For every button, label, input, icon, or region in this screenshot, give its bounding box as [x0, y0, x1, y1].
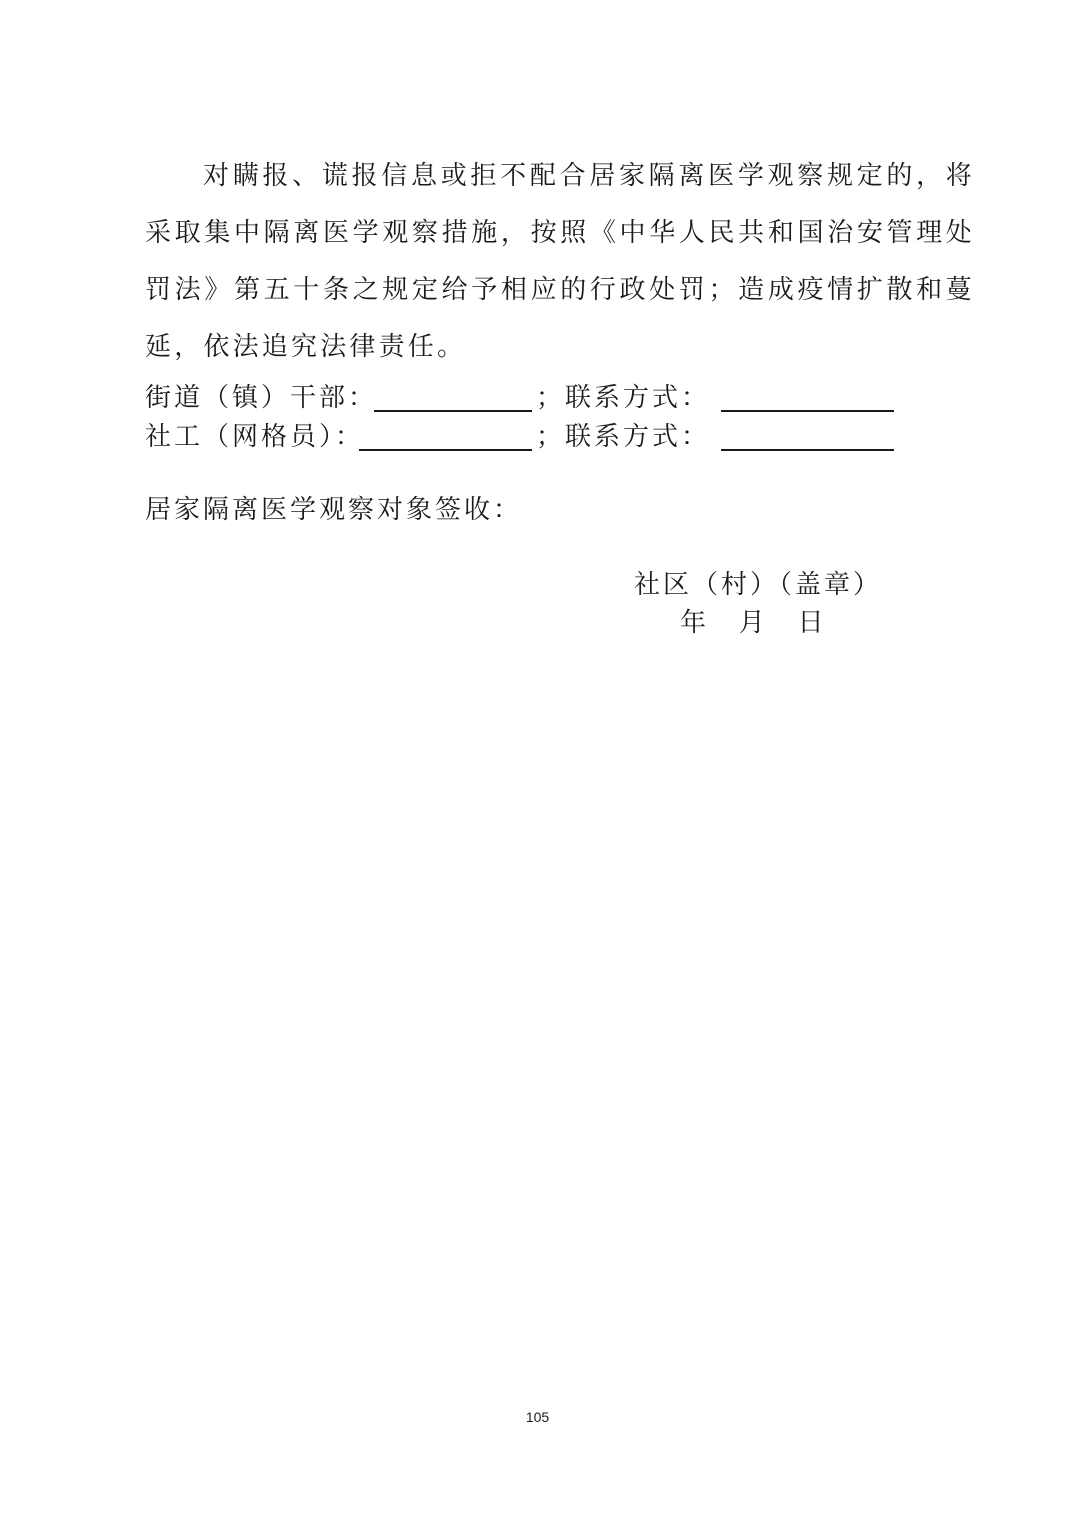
stamp-date: 年 月 日 [680, 608, 826, 638]
street-cadre-label: 街道（镇）干部： [145, 383, 378, 413]
notice-paragraph: 对瞒报、谎报信息或拒不配合居家隔离医学观察规定的，将采取集中隔离医学观察措施，按照《中华人民共和国治安管理处罚法》第五十条之规定给予相应的行政处罚；造成疫情扩散和蔓延，依法追究法律责任。 [145, 161, 975, 362]
social-worker-contact-blank[interactable] [721, 449, 894, 451]
street-cadre-contact-blank[interactable] [721, 410, 894, 412]
street-cadre-name-blank[interactable] [374, 410, 532, 412]
social-worker-name-blank[interactable] [359, 449, 532, 451]
contact-row-social-worker [145, 417, 364, 457]
street-cadre-contact [536, 378, 710, 418]
contact-row-street-cadre [145, 378, 377, 418]
street-cadre-contact-label: ；联系方式： [536, 383, 711, 413]
social-worker-contact [536, 417, 710, 457]
signature-label: 居家隔离医学观察对象签收： [145, 495, 523, 525]
social-worker-contact-label: ；联系方式： [536, 422, 711, 452]
social-worker-label: 社工（网格员）： [145, 422, 365, 452]
stamp-org: 社区（村）（盖章） [634, 570, 883, 600]
page-number: 105 [525, 1409, 550, 1425]
